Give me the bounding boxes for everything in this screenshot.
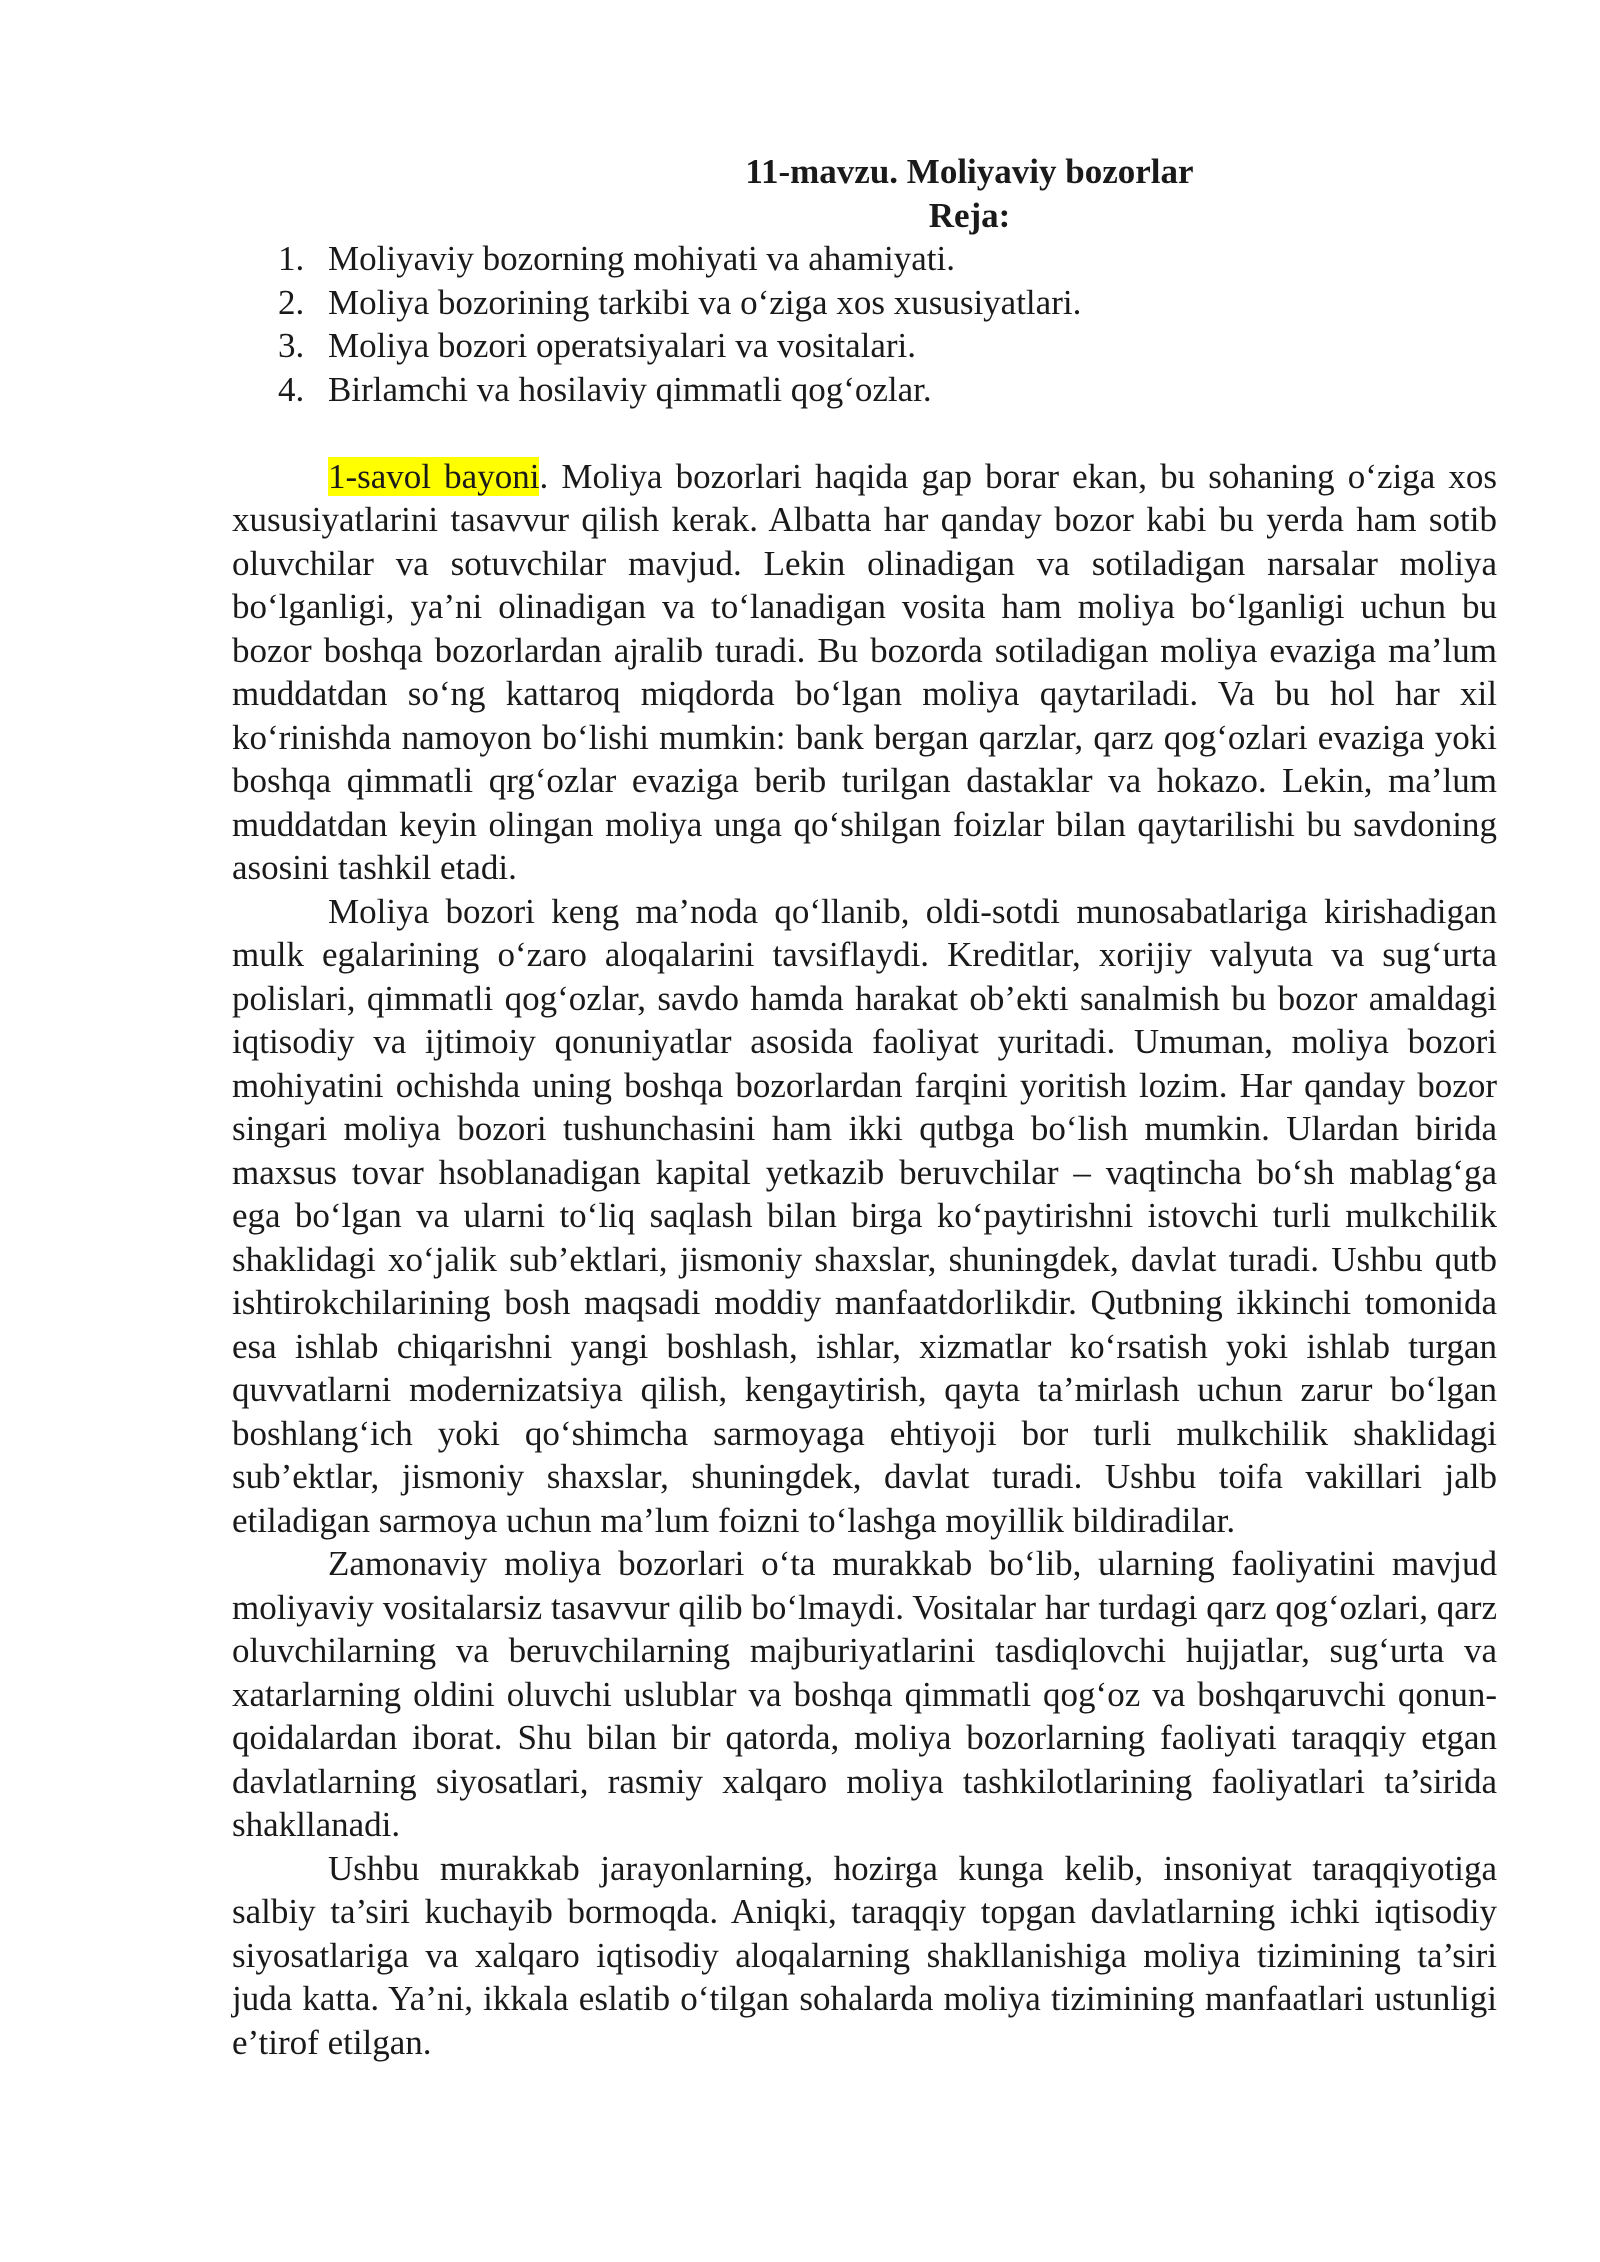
paragraph-4: Ushbu murakkab jarayonlarning, hozirga kunga kelib, insoniyat taraqqiyotiga salbiy ta’siri kuchayib bormoqda. Aniqki, taraqqiy topgan davlatlarning ichki iqtisodiy siyosatlariga va xalqaro iqtisodiy aloqalarning shakllanishiga moliya tizimining ta’siri juda katta. Ya’ni, ikkala eslatib o‘tilgan sohalarda moliya tizimining manfaatlari ustunligi e’tirof etilgan. [232,1848,1497,2062]
plan-heading: Reja: [928,195,1011,235]
plan-item [278,368,1497,412]
plan-item-text: Moliyaviy bozorning mohiyati va ahamiyati. [328,239,955,278]
plan-item-number: 3. [278,326,305,365]
plan-item-text: Moliya bozori operatsiyalari va vositalari. [328,326,917,365]
plan-item-text: Birlamchi va hosilaviy qimmatli qog‘ozlar. [328,369,932,409]
highlighted-question-label: 1-savol bayoni [328,456,540,496]
plan-item [278,324,1497,368]
plan-item-number: 2. [278,282,305,322]
paragraph-3: Zamonaviy moliya bozorlari o‘ta murakkab bo‘lib, ularning faoliyatini mavjud moliyaviy vositalarsiz tasavvur qilib bo‘lmaydi. Vositalar har turdagi qarz qog‘ozlari, qarz oluvchilarning va beruvchilarning majburiyatlarini tasdiqlovchi hujjatlar, sug‘urta va xatarlarning oldini oluvchi uslublar va boshqa qimmatli qog‘oz va boshqaruvchi qonun-qoidalardan iborat. Shu bilan bir qatorda, moliya bozorlarning faoliyati taraqqiy etgan davlatlarning siyosatlari, rasmiy xalqaro moliya tashkilotlarining faoliyatlari ta’sirida shakllanadi. [232,1544,1497,1844]
plan-item [278,281,1497,325]
document-title: 11-mavzu. Moliyaviy bozorlar [745,152,1194,191]
plan-list [232,237,1497,411]
plan-item-number: 4. [278,369,305,409]
paragraph-1 [232,455,1497,890]
plan-item-number: 1. [278,239,305,278]
spacer [232,411,1497,455]
plan-item [278,237,1497,281]
plan-item-text: Moliya bozorining tarkibi va o‘ziga xos xususiyatlari. [328,282,1082,322]
paragraph-2: Moliya bozori keng ma’noda qo‘llanib, oldi-sotdi munosabatlariga kirishadigan mulk egalarining o‘zaro aloqalarini tavsiflaydi. Kreditlar, xorijiy valyuta va sug‘urta polislari, qimmatli qog‘ozlar, savdo hamda harakat ob’ekti sanalmish bu bozor amaldagi iqtisodiy va ijtimoiy qonuniyatlar asosida faoliyat yuritadi. Umuman, moliya bozori mohiyatini ochishda uning boshqa bozorlardan farqini yoritish lozim. Har qanday bozor singari moliya bozori tushunchasini ham ikki qutbga bo‘lish mumkin. Ulardan birida maxsus tovar hsoblanadigan kapital yetkazib beruvchilar – vaqtincha bo‘sh mablag‘ga ega bo‘lgan va ularni to‘liq saqlash bilan birga ko‘paytirishni istovchi turli mulkchilik shaklidagi xo‘jalik sub’ektlari, jismoniy shaxslar, shuningdek, davlat turadi. Ushbu qutb ishtirokchilarining bosh maqsadi moddiy manfaatdorlikdir. Qutbning ikkinchi tomonida esa ishlab chiqarishni yangi boshlash, ishlar, xizmatlar ko‘rsatish yoki ishlab turgan quvvatlarni modernizatsiya qilish, kengaytirish, qayta ta’mirlash uchun zarur bo‘lgan boshlang‘ich yoki qo‘shimcha sarmoyaga ehtiyoji bor turli mulkchilik shaklidagi sub’ektlar, jismoniy shaxslar, shuningdek, davlat turadi. Ushbu toifa vakillari jalb etiladigan sarmoya uchun ma’lum foizni to‘lashga moyillik bildiradilar. [232,891,1497,1540]
paragraph-1-text: . Moliya bozorlari haqida gap borar ekan, bu sohaning o‘ziga xos xususiyatlarini tasavvur qilish kerak. Albatta har qanday bozor kabi bu yerda ham sotib oluvchilar va sotuvchilar mavjud. Lekin olinadigan va sotiladigan narsalar moliya bo‘lganligi, ya’ni olinadigan va to‘lanadigan vosita ham moliya bo‘lganligi uchun bu bozor boshqa bozorlardan ajralib turadi. Bu bozorda sotiladigan moliya evaziga ma’lum muddatdan so‘ng kattaroq miqdorda bo‘lgan moliya qaytariladi. Va bu hol har xil ko‘rinishda namoyon bo‘lishi mumkin: bank bergan qarzlar, qarz qog‘ozlari evaziga yoki boshqa qimmatli qrg‘ozlar evaziga berib turilgan dastaklar va hokazo. Lekin, ma’lum muddatdan keyin olingan moliya unga qo‘shilgan foizlar bilan qaytarilishi bu savdoning asosini tashkil etadi. [232,456,1497,887]
document-page [232,150,1497,2064]
